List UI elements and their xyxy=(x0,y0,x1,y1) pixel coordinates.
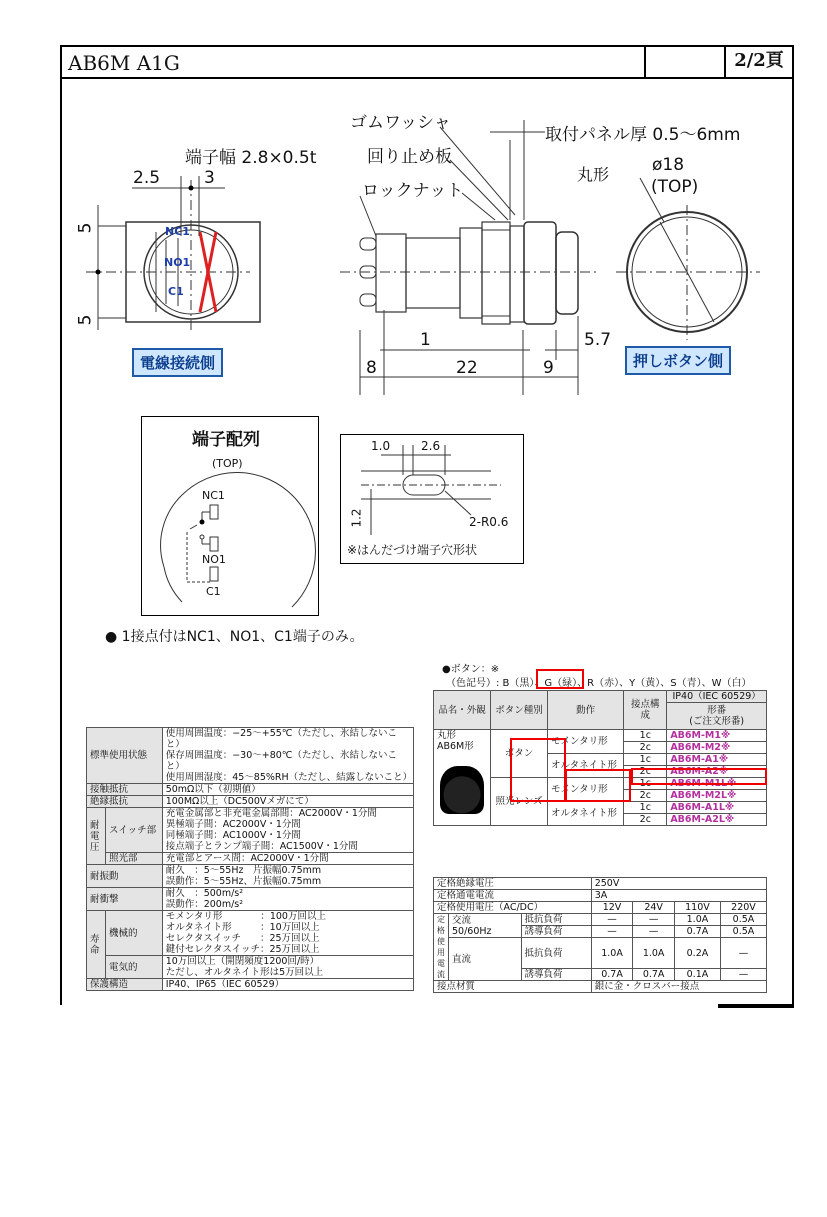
rating-load-type: 抵抗負荷 xyxy=(521,938,591,969)
highlight-model-a1 xyxy=(631,768,767,785)
rating-current: 0.2A xyxy=(674,938,720,969)
spec-label: 耐電圧 xyxy=(87,808,106,865)
button-note-highlight: G（緑） xyxy=(544,678,578,689)
spec-value: 充電金属部と非充電金属部間：AC2000V・1分間 異極端子間：AC2000V・1分間 同極端子間：AC1000V・1分間 接点端子とランプ端子間：AC1500V・1分間 xyxy=(162,808,413,853)
button-note-prefix: （色記号）: B（黒）、 xyxy=(446,678,545,689)
model-button-type: ボタン xyxy=(491,730,548,778)
model-number: AB6M-A2L※ xyxy=(667,814,767,826)
hole-dim-1-2: 1.2 xyxy=(349,508,364,528)
dim-3: 3 xyxy=(204,168,215,188)
rating-value: 250V xyxy=(591,878,766,890)
model-action: オルタネイト形 xyxy=(548,754,624,778)
model-number: AB6M-M2L※ xyxy=(667,790,767,802)
rating-label: 定格使用電圧（AC/DC） xyxy=(434,902,592,914)
dim-5-top: 5 xyxy=(75,222,96,234)
rating-current: 0.5A xyxy=(720,914,766,926)
hole-caption: ※はんだづけ端子穴形状 xyxy=(347,543,478,557)
model-header-button: ボタン種別 xyxy=(491,691,548,730)
model-number: AB6M-A1L※ xyxy=(667,802,767,814)
hole-dim-1-0: 1.0 xyxy=(371,439,391,453)
spec-row xyxy=(87,728,414,784)
highlight-color-g xyxy=(536,669,584,689)
terminal-layout-title: 端子配列 xyxy=(192,430,260,450)
model-contact: 2c xyxy=(624,790,667,802)
dim-5-7: 5.7 xyxy=(584,330,612,350)
wire-side-view xyxy=(86,176,260,330)
spec-value: 100MΩ以上（DC500Vメガにて） xyxy=(162,796,413,808)
model-number: AB6M-A2※ xyxy=(667,766,767,778)
model-contact: 1c xyxy=(624,754,667,766)
rating-current: 1.0A xyxy=(674,914,720,926)
rating-current: — xyxy=(633,914,675,926)
rating-value: 3A xyxy=(591,890,766,902)
spec-value: 耐久 ：500m/s² 誤動作：200m/s² xyxy=(162,888,413,911)
terminal-layout-diagram xyxy=(142,417,318,615)
product-photo xyxy=(440,766,484,814)
model-contact: 2c xyxy=(624,766,667,778)
spec-sublabel: 電気的 xyxy=(106,956,163,979)
label-stopper: 回り止め板 xyxy=(367,147,452,167)
button-note-line2 xyxy=(446,674,751,689)
rating-current: 0.7A xyxy=(633,969,675,981)
terminal-layout-box xyxy=(141,416,319,616)
spec-value: 耐久 ：5～55Hz 片振幅0.75mm 誤動作：5～55Hz、片振幅0.75mm xyxy=(162,865,413,888)
rating-current: — xyxy=(591,914,633,926)
rating-current: 0.1A xyxy=(674,969,720,981)
label-round: 丸形 xyxy=(577,165,610,184)
rating-load-type: 抵抗負荷 xyxy=(521,914,591,926)
dim-2-5: 2.5 xyxy=(133,168,161,188)
model-row xyxy=(434,730,767,742)
model-contact: 2c xyxy=(624,814,667,826)
model-action: モメンタリ形 xyxy=(548,778,624,802)
spec-value: 10万回以上（開閉頻度1200回/時） ただし、オルタネイト形は5万回以上 xyxy=(162,956,413,979)
dim-5-bottom: 5 xyxy=(75,314,96,326)
terminal-layout-c1: C1 xyxy=(206,585,221,598)
highlight-button-type xyxy=(510,738,566,802)
rating-label: 定格絶縁電圧 xyxy=(434,878,592,890)
spec-row xyxy=(87,865,414,888)
model-number: AB6M-M1※ xyxy=(667,730,767,742)
rating-label: 定格通電電流 xyxy=(434,890,592,902)
rating-row xyxy=(434,981,767,993)
rating-voltage: 12V xyxy=(591,902,633,914)
spec-value: 50mΩ以下（初期値） xyxy=(162,784,413,796)
rating-label: 接点材質 xyxy=(434,981,592,993)
spec-row xyxy=(87,911,414,956)
term-no1: NO1 xyxy=(164,256,191,269)
spec-value: IP40、IP65（IEC 60529） xyxy=(162,979,413,991)
header-blank-cell xyxy=(646,47,726,77)
model-table-header xyxy=(434,691,767,703)
rating-current: — xyxy=(720,938,766,969)
rating-current: — xyxy=(633,926,675,938)
bullet-note: ● 1接点付はNC1、NO1、C1端子のみ。 xyxy=(105,629,364,645)
model-number: AB6M-M1L※ xyxy=(667,778,767,790)
button-note-line1: ●ボタン：※ xyxy=(442,664,500,675)
rating-value: 銀に金・クロスバー接点 xyxy=(591,981,766,993)
spec-label: 接触抵抗 xyxy=(87,784,163,796)
bullet-note-text: 1接点付はNC1、NO1、C1端子のみ。 xyxy=(121,629,364,645)
button-side-view xyxy=(616,178,760,340)
label-diameter: ø18 xyxy=(652,155,685,175)
rating-load-type: 誘導負荷 xyxy=(521,926,591,938)
model-table xyxy=(433,690,767,826)
term-c1: C1 xyxy=(168,285,184,298)
spec-value: 使用周囲温度：−25～+55℃（ただし、氷結しないこと） 保存周囲温度：−30～+80℃（ただし、氷結しないこと） 使用周囲湿度：45～85%RH（ただし、結露しないこと） xyxy=(162,728,413,784)
hole-shape-box xyxy=(340,434,524,564)
terminal-layout-top: (TOP) xyxy=(212,457,243,470)
label-locknut: ロックナット xyxy=(362,181,464,201)
hole-dim-r06: 2-R0.6 xyxy=(469,515,509,529)
rating-current: 1.0A xyxy=(591,938,633,969)
spec-sublabel: スイッチ部 xyxy=(106,808,163,853)
rating-voltage: 110V xyxy=(674,902,720,914)
model-header-contact: 接点構成 xyxy=(624,691,667,730)
page-number: 2/2頁 xyxy=(734,50,784,71)
spec-label: 絶縁抵抗 xyxy=(87,796,163,808)
rating-row xyxy=(434,938,767,969)
rating-load-type: 誘導負荷 xyxy=(521,969,591,981)
model-product xyxy=(434,730,491,826)
model-header-action: 動作 xyxy=(548,691,624,730)
model-contact: 1c xyxy=(624,802,667,814)
spec-value: モメンタリ形 ：100万回以上 オルタネイト形 ：10万回以上 セレクタスイッチ ：25万回以上 鍵付セレクタスイッチ：25万回以上 xyxy=(162,911,413,956)
rating-voltage: 24V xyxy=(633,902,675,914)
page-title: AB6M A1G xyxy=(62,47,646,77)
dim-9: 9 xyxy=(543,358,554,378)
rating-current: 1.0A xyxy=(633,938,675,969)
model-action: オルタネイト形 xyxy=(548,802,624,826)
term-nc1: NC1 xyxy=(165,225,190,238)
model-contact: 1c xyxy=(624,778,667,790)
terminal-layout-no1: NO1 xyxy=(202,553,226,566)
terminal-layout-nc1: NC1 xyxy=(202,489,225,502)
model-contact: 1c xyxy=(624,730,667,742)
dim-22: 22 xyxy=(456,358,478,378)
spec-label: 保護構造 xyxy=(87,979,163,991)
spec-table xyxy=(86,727,414,991)
rating-current: — xyxy=(591,926,633,938)
model-action: モメンタリ形 xyxy=(548,730,624,754)
button-note-suffix: 、R（赤）、Y（黄）、S（青）、W（白） xyxy=(577,678,752,689)
hole-dim-2-6: 2.6 xyxy=(421,439,441,453)
spec-row xyxy=(87,784,414,796)
rating-row xyxy=(434,890,767,902)
rating-group-label: 交流 50/60Hz xyxy=(449,914,522,938)
model-product-name: 丸形 AB6M形 xyxy=(437,730,474,752)
model-header-ip40: IP40（IEC 60529） xyxy=(667,691,767,703)
model-number: AB6M-M2※ xyxy=(667,742,767,754)
rating-side-label: 定格使用電流 xyxy=(434,914,449,981)
header-bar xyxy=(60,45,794,79)
highlight-alternate xyxy=(565,769,631,802)
spec-row xyxy=(87,853,414,865)
spec-row xyxy=(87,808,414,853)
label-panel-thickness: 取付パネル厚 0.5～6mm xyxy=(545,125,741,145)
spec-row xyxy=(87,888,414,911)
rating-group-label: 直流 xyxy=(449,938,522,981)
spec-row xyxy=(87,979,414,991)
spec-label: 寿命 xyxy=(87,911,106,979)
label-washer: ゴムワッシャ xyxy=(350,113,451,133)
rating-current: 0.7A xyxy=(591,969,633,981)
label-top: (TOP) xyxy=(651,177,699,197)
bottom-bar xyxy=(718,1004,794,1008)
model-header-product: 品名・外観 xyxy=(434,691,491,730)
wire-side-label: 電線接続側 xyxy=(132,348,223,377)
rating-table xyxy=(433,877,767,993)
button-side-label: 押しボタン側 xyxy=(625,346,731,375)
rating-current: — xyxy=(720,969,766,981)
label-terminal-width: 端子幅 2.8×0.5t xyxy=(185,148,317,168)
rating-row xyxy=(434,878,767,890)
model-header-model: 形番 (ご注文形番) xyxy=(667,703,767,730)
rating-row xyxy=(434,914,767,926)
rating-voltage: 220V xyxy=(720,902,766,914)
spec-label: 耐振動 xyxy=(87,865,163,888)
spec-sublabel: 照光部 xyxy=(106,853,163,865)
rating-current: 0.5A xyxy=(720,926,766,938)
rating-current: 0.7A xyxy=(674,926,720,938)
rating-row xyxy=(434,902,767,914)
spec-sublabel: 機械的 xyxy=(106,911,163,956)
spec-label: 標準使用状態 xyxy=(87,728,163,784)
dim-8: 8 xyxy=(366,358,377,378)
spec-value: 充電部とアース間：AC2000V・1分間 xyxy=(162,853,413,865)
dim-1: 1 xyxy=(420,330,431,350)
spec-row xyxy=(87,956,414,979)
model-contact: 2c xyxy=(624,742,667,754)
spec-row xyxy=(87,796,414,808)
model-button-type: 照光レンズ xyxy=(491,778,548,826)
model-number: AB6M-A1※ xyxy=(667,754,767,766)
spec-label: 耐衝撃 xyxy=(87,888,163,911)
